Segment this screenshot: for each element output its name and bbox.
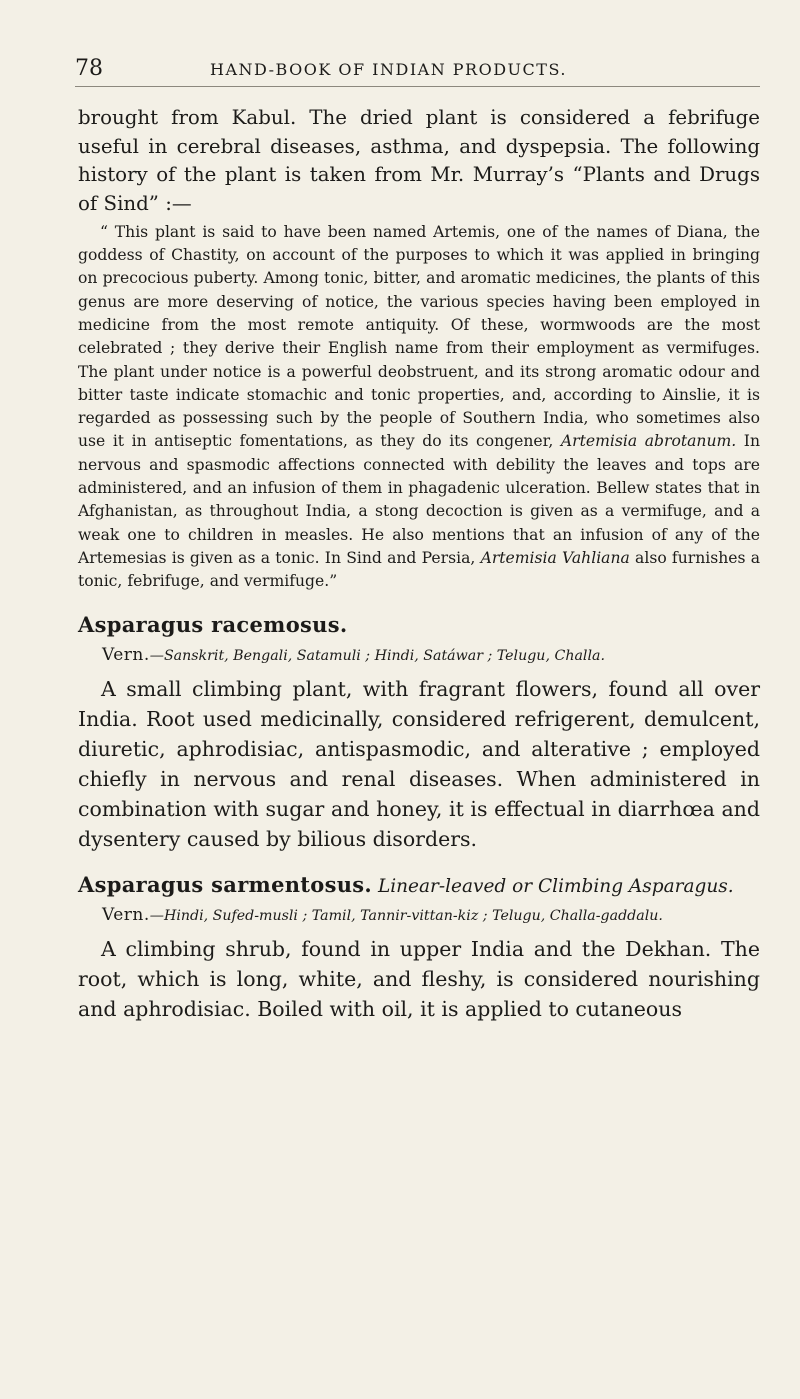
entry-heading [78,870,760,902]
plant-name: Asparagus sarmentosus. [78,871,373,897]
entry-description: A climbing shrub, found in upper India and the Dekhan. The root, which is long, white, and fleshy, is considered nourishing and aphrodisiac. Boiled with oil, it is applied to cutaneous [78,936,760,1021]
page-number: 78 [75,56,103,81]
quote-part-1: “ This plant is said to have been named Artemis, one of the names of Diana, the goddess of Chastity, on account of the purposes to which it was applied in bringing on precocious puberty. Among tonic, bitter, and aromatic medicines, the plants of this genus are more deserving of notice, the various species having been employed in medicine from the most remote antiquity. Of these, wormwoods are the most celebrated ; they derive their English name from their employment as vermifuges. The plant under notice is a powerful deobstruent, and its strong aromatic odour and bitter taste indicate stomachic and tonic properties, and, according to Ainslie, it is regarded as possessing such by the people of Southern India, who sometimes also use it in antiseptic fomentations, as they do its congener, [78,222,760,451]
intro-paragraph: brought from Kabul. The dried plant is considered a febrifuge useful in cerebral diseases, asthma, and dyspepsia. The following history of the plant is taken from Mr. Murray’s “Plants and Drugs of Sind” :— [78,106,760,216]
vernacular-names [78,904,760,927]
entry-asparagus-racemosus [78,610,760,854]
english-name: Linear-leaved or Climbing Asparagus. [377,875,734,897]
quote-part-2: In nervous and spasmodic affections connected with debility the leaves and tops are administered, and an infusion of them in phagadenic ulceration. Bellew states that in Afghanistan, as throughout India, a stong decoction is given as a vermifuge, and a weak one to children in measles. He also mentions that an infusion of any of the Artemesias is given as a tonic. In Sind and Persia, [78,432,760,567]
page-content [78,104,760,1024]
vern-label: Vern. [102,904,150,925]
plant-name: Asparagus racemosus. [78,611,348,637]
entry-asparagus-sarmentosus [78,870,760,1024]
page-header [75,56,760,87]
entry-description: A small climbing plant, with fragrant flowers, found all over India. Root used medicinally, considered refrigerent, demulcent, diuretic, aphrodisiac, antispasmodic, and alterative ; employed chiefly in nervous and renal diseases. When administered in combination with sugar and honey, it is effectual in diarrhœa and dysentery caused by bilious disorders. [78,676,760,851]
quote-species-1: Artemisia abrotanum. [560,432,737,451]
vern-text: —Sanskrit, Bengali, Satamuli ; Hindi, Satáwar ; Telugu, Challa. [149,647,605,664]
entry-heading [78,610,760,642]
vern-label: Vern. [102,644,150,665]
quote-species-2: Artemisia Vahliana [480,548,630,567]
quote-part-3: also furnishes a tonic, febrifuge, and vermifuge.” [78,548,761,591]
running-title: HAND-BOOK OF INDIAN PRODUCTS. [210,60,567,79]
vernacular-names [78,644,760,667]
vern-text: —Hindi, Sufed-musli ; Tamil, Tannir-vittan-kiz ; Telugu, Challa-gaddalu. [149,907,663,924]
quoted-passage [78,221,760,594]
